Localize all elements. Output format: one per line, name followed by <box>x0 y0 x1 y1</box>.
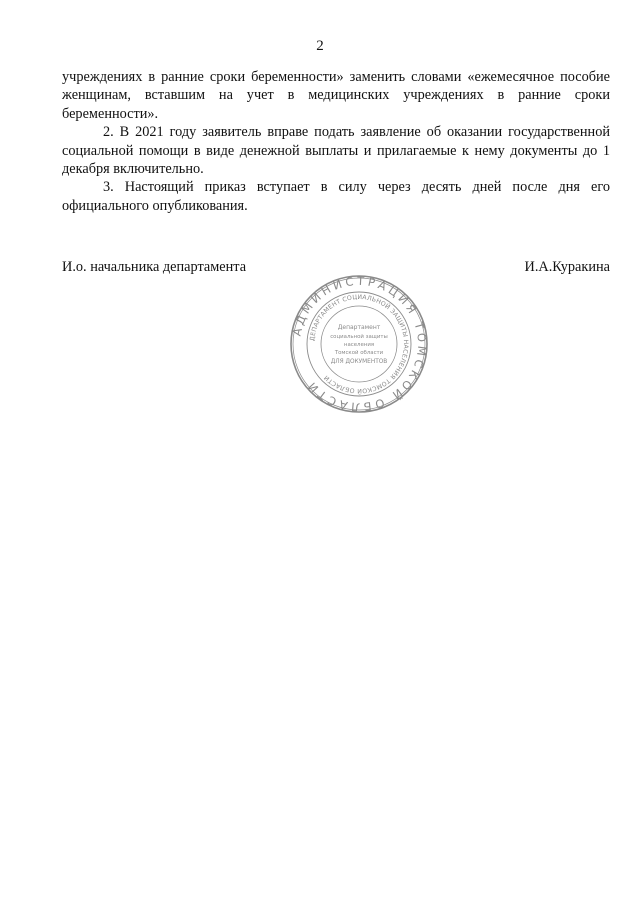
stamp-center-line-3: населения <box>343 342 375 348</box>
paragraph-item-2: 2. В 2021 году заявитель вправе подать заявление об оказании государственной социальной помощи в виде денежной выплаты и прилагаемые к нему документы до 1 декабря включительно. <box>62 124 610 178</box>
paragraph-item-3: 3. Настоящий приказ вступает в силу через десять дней после дня его официального опубликования. <box>62 179 610 214</box>
document-body <box>62 68 610 215</box>
page-number: 2 <box>316 38 324 54</box>
signatory-name: И.А.Куракина <box>524 259 610 275</box>
official-seal-stamp <box>289 274 429 414</box>
stamp-center-line-2: социальной защиты <box>330 334 388 340</box>
stamp-inner-text: ДЕПАРТАМЕНТ СОЦИАЛЬНОЙ ЗАЩИТЫ НАСЕЛЕНИЯ ТОМСКОЙ ОБЛАСТИ <box>309 293 410 395</box>
stamp-center-line-1: Департамент <box>337 324 381 331</box>
seal-icon <box>289 274 429 414</box>
paragraph-continuation: учреждениях в ранние сроки беременности» заменить словами «ежемесячное пособие женщинам, вставшим на учет в медицинских учреждениях в ранние сроки беременности». <box>62 69 610 122</box>
stamp-center-line-5: ДЛЯ ДОКУМЕНТОВ <box>330 359 388 365</box>
signatory-position: И.о. начальника департамента <box>62 259 247 275</box>
stamp-outer-text: АДМИНИСТРАЦИЯ ТОМСКОЙ ОБЛАСТИ <box>289 274 429 414</box>
stamp-center-line-4: Томской области <box>334 350 384 356</box>
